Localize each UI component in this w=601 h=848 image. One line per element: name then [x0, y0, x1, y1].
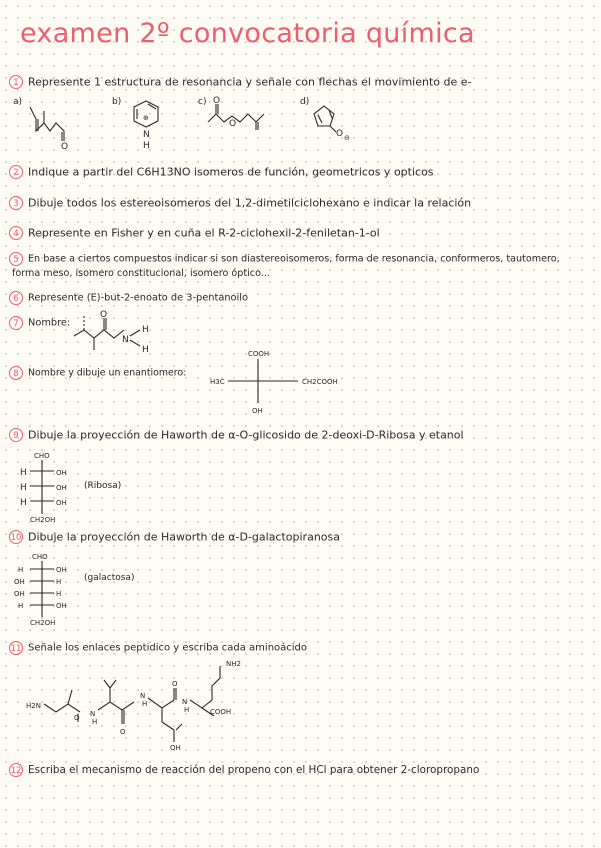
nitrogen-2: N	[140, 692, 146, 700]
nitrogen-label: N	[122, 335, 129, 345]
molecule-q8	[208, 345, 348, 424]
ribosa-left: H	[20, 498, 27, 508]
cooh-label: COOH	[210, 708, 232, 716]
oxygen-top: O	[213, 96, 221, 106]
question-number: 4	[9, 226, 23, 240]
question-2	[9, 165, 434, 179]
molecule-c	[206, 96, 286, 140]
question-text: Dibuje la proyección de Haworth de α-O-glicosido de 2-deoxi-D-Ribosa y etanol	[28, 428, 464, 442]
label-d: d)	[300, 97, 310, 107]
question-4	[9, 226, 380, 240]
galactosa-left: H	[18, 602, 24, 610]
question-text: Nombre:	[28, 317, 71, 329]
question-text: Nombre y dibuje un enantiomero:	[28, 367, 187, 379]
galactosa-left: OH	[14, 590, 25, 598]
question-text: Señale los enlaces peptidico y escriba cada aminoácido	[28, 642, 308, 654]
question-number: 9	[9, 428, 23, 442]
question-5	[9, 252, 560, 266]
molecule-q7	[70, 308, 160, 362]
question-10	[9, 530, 340, 544]
h-1: H	[92, 718, 98, 726]
label-a: a)	[13, 97, 23, 107]
oxygen-ester: O	[229, 119, 237, 129]
molecule-b	[130, 93, 180, 155]
label-b: b)	[112, 97, 122, 107]
ribosa-bottom: CH2OH	[30, 516, 56, 524]
label-c: c)	[198, 97, 207, 107]
galactosa-bottom: CH2OH	[30, 619, 56, 627]
ribosa-name: (Ribosa)	[84, 481, 122, 491]
galactosa-left: OH	[14, 578, 25, 586]
molecule-a	[26, 95, 86, 154]
fischer-galactosa	[14, 549, 114, 634]
h-3: H	[184, 706, 190, 714]
question-number: 10	[9, 530, 23, 544]
question-number: 2	[9, 165, 23, 179]
question-text: Represente (E)-but-2-enoato de 3-pentanoilo	[28, 292, 248, 304]
h3c-label: H3C	[210, 378, 225, 386]
ribosa-right: OH	[56, 469, 67, 477]
galactosa-name: (galactosa)	[84, 573, 135, 583]
oh-label: OH	[170, 744, 181, 752]
question-number: 3	[9, 196, 23, 210]
ribosa-right: OH	[56, 499, 67, 507]
question-number: 5	[9, 252, 23, 266]
peptide-structure	[24, 658, 264, 757]
minus-charge: ⊖	[344, 134, 350, 142]
nitrogen-3: N	[182, 698, 188, 706]
question-text: En base a ciertos compuestos indicar si son diastereoisomeros, forma de resonancia, conformeros, tautomero,	[28, 253, 560, 265]
question-text: Escriba el mecanismo de reacción del propeno con el HCl para obtener 2-cloropropano	[28, 764, 480, 776]
molecule-d	[310, 102, 360, 146]
cooh-label: COOH	[248, 350, 270, 358]
question-12	[9, 763, 479, 777]
question-number: 6	[9, 291, 23, 305]
oxygen-2: O	[120, 728, 126, 736]
question-text: Represente en Fisher y en cuña el R-2-ciclohexil-2-feniletan-1-ol	[28, 226, 380, 240]
galactosa-right: OH	[56, 602, 67, 610]
hydrogen-label: H	[143, 141, 150, 151]
oxygen-label: O	[61, 142, 69, 152]
oxygen-label: O	[100, 310, 108, 320]
plus-charge: ⊕	[143, 114, 149, 122]
nitrogen-label: N	[143, 130, 150, 140]
question-11	[9, 641, 307, 655]
nh2-label: NH2	[226, 660, 241, 668]
oxygen-anion: O	[336, 129, 344, 139]
oxygen-3: O	[172, 680, 178, 688]
question-number: 12	[9, 763, 23, 777]
ribosa-left: H	[20, 468, 27, 478]
page-title: examen 2º convocatoria química	[20, 18, 475, 49]
question-number: 1	[9, 75, 23, 89]
nitrogen-1: N	[90, 710, 96, 718]
question-text: Dibuje la proyección de Haworth de α-D-galactopiranosa	[28, 530, 340, 544]
hydrogen-bottom: H	[142, 345, 149, 355]
question-number: 7	[9, 316, 23, 330]
h2n-label: H2N	[26, 702, 41, 710]
question-text: Dibuje todos los estereoisomeros del 1,2-dimetilciclohexano e indicar la relación	[28, 196, 472, 210]
question-5-line2: forma meso, isomero constitucional, isomero óptico...	[12, 268, 270, 279]
hydrogen-top: H	[142, 325, 149, 335]
ch2cooh-label: CH2COOH	[302, 378, 338, 386]
oxygen-1: O	[74, 714, 80, 722]
question-text: Represente 1 estructura de resonancia y señale con flechas el movimiento de e-	[28, 75, 472, 89]
ribosa-top: CHO	[34, 452, 50, 460]
galactosa-left: H	[18, 566, 24, 574]
question-number: 11	[9, 641, 23, 655]
galactosa-right: OH	[56, 566, 67, 574]
ribosa-left: H	[20, 483, 27, 493]
galactosa-right: H	[56, 590, 62, 598]
question-1	[9, 75, 472, 89]
question-3	[9, 196, 471, 210]
galactosa-top: CHO	[32, 553, 48, 561]
ribosa-right: OH	[56, 484, 67, 492]
question-number: 8	[9, 366, 23, 380]
question-9	[9, 428, 464, 442]
question-7	[9, 316, 70, 330]
question-text: Indique a partir del C6H13NO isomeros de función, geometricos y opticos	[28, 165, 434, 179]
oh-label: OH	[252, 407, 263, 415]
h-2: H	[142, 700, 148, 708]
galactosa-right: H	[56, 578, 62, 586]
question-6	[9, 291, 248, 305]
question-8	[9, 366, 186, 380]
